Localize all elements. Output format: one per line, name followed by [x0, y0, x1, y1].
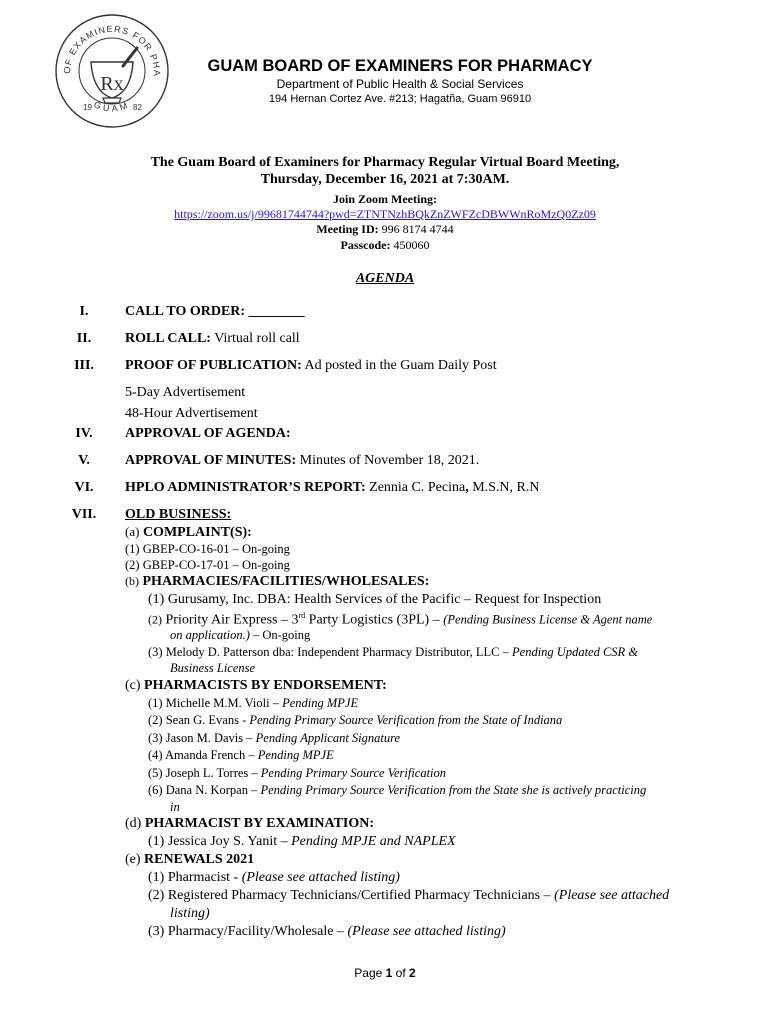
renewals-heading: (e) RENEWALS 2021 — [125, 852, 255, 867]
item-number: II. — [76, 331, 92, 346]
complaint-entry: (1) GBEP-CO-16-01 – On-going — [125, 542, 290, 556]
zoom-link[interactable]: https://zoom.us/j/99681744744?pwd=ZTNTNzhBQkZnZWFZcDBWWnRoMzQ0Zz09 — [174, 207, 596, 221]
complaint-entry: (2) GBEP-CO-17-01 – On-going — [125, 558, 290, 572]
seal-ring-text: OF EXAMINERS FOR PHA — [61, 23, 163, 78]
agenda-heading: AGENDA — [355, 271, 415, 286]
pharmacy-entry: (1) Gurusamy, Inc. DBA: Health Services of the Pacific – Request for Inspection — [148, 592, 602, 607]
endorsement-entry: (5) Joseph L. Torres – Pending Primary Source Verification — [148, 766, 447, 780]
zoom-label: Join Zoom Meeting: — [333, 192, 437, 206]
pharmacy-entry: (3) Melody D. Patterson dba: Independent Pharmacy Distributor, LLC – Pending Updated CSR & — [148, 645, 639, 659]
seal-rx-symbol: Rx — [100, 73, 124, 95]
item-number: VII. — [71, 507, 97, 522]
call-to-order: CALL TO ORDER: ________ — [125, 304, 305, 319]
endorsement-entry: (4) Amanda French – Pending MPJE — [148, 748, 334, 762]
complaints-heading: (a) COMPLAINT(S): — [125, 524, 252, 540]
item-number: III. — [74, 358, 94, 373]
item-number: IV. — [75, 426, 93, 441]
pharmacy-entry-continued: Business License — [170, 661, 256, 675]
pharmacies-heading: (b) PHARMACIES/FACILITIES/WHOLESALES: — [125, 574, 430, 589]
page-number: Page 1 of 2 — [354, 966, 416, 980]
approval-of-agenda: APPROVAL OF AGENDA: — [125, 426, 291, 441]
endorsement-heading: (c) PHARMACISTS BY ENDORSEMENT: — [125, 678, 387, 693]
meeting-title: The Guam Board of Examiners for Pharmacy Regular Virtual Board Meeting, — [150, 155, 620, 170]
meeting-date: Thursday, December 16, 2021 at 7:30AM. — [260, 172, 510, 187]
svg-text:GUAM — [92, 99, 131, 113]
renewal-entry-continued: listing) — [170, 906, 210, 921]
passcode: Passcode: 450060 — [340, 238, 430, 252]
renewal-entry: (1) Pharmacist - (Please see attached listing) — [148, 870, 400, 885]
endorsement-entry: (2) Sean G. Evans - Pending Primary Source Verification from the State of Indiana — [148, 713, 563, 727]
endorsement-entry: (1) Michelle M.M. Violi – Pending MPJE — [148, 696, 359, 710]
seal-bottom-text: GUAM — [92, 99, 132, 114]
examination-heading: (d) PHARMACIST BY EXAMINATION: — [125, 816, 375, 831]
address: 194 Hernan Cortez Ave. #213; Hagatña, Guam 96910 — [268, 93, 532, 105]
examination-entry: (1) Jessica Joy S. Yanit – Pending MPJE and NAPLEX — [148, 834, 456, 849]
endorsement-entry-continued: in — [170, 800, 180, 814]
forty-eight-hour-ad: 48-Hour Advertisement — [125, 406, 258, 421]
pharmacy-entry: (2) Priority Air Express – 3rd Party Logistics (3PL) – (Pending Business License & Agent name — [148, 611, 653, 628]
department-name: Department of Public Health & Social Services — [276, 77, 524, 91]
meeting-id: Meeting ID: 996 8174 4744 — [316, 222, 454, 236]
item-number: I. — [79, 304, 89, 319]
five-day-ad: 5-Day Advertisement — [125, 385, 246, 400]
board-title: GUAM BOARD OF EXAMINERS FOR PHARMACY — [207, 57, 593, 75]
seal-year-left: 19 — [83, 103, 92, 112]
item-number: V. — [78, 453, 90, 468]
endorsement-entry: (6) Dana N. Korpan – Pending Primary Source Verification from the State she is actively practicing — [148, 783, 647, 797]
renewal-entry: (3) Pharmacy/Facility/Wholesale – (Please see attached listing) — [148, 924, 506, 939]
old-business-heading: OLD BUSINESS: — [125, 507, 232, 522]
proof-of-publication: PROOF OF PUBLICATION: Ad posted in the Guam Daily Post — [125, 358, 497, 373]
seal-year-right: 82 — [133, 103, 142, 112]
roll-call: ROLL CALL: Virtual roll call — [125, 331, 300, 346]
administrator-report: HPLO ADMINISTRATOR’S REPORT: Zennia C. Pecina, M.S.N, R.N — [125, 480, 540, 495]
item-number: VI. — [74, 480, 94, 495]
endorsement-entry: (3) Jason M. Davis – Pending Applicant Signature — [148, 731, 401, 745]
approval-of-minutes: APPROVAL OF MINUTES: Minutes of November 18, 2021. — [125, 453, 480, 468]
pharmacy-entry-continued: on application.) – On-going — [170, 628, 311, 642]
renewal-entry: (2) Registered Pharmacy Technicians/Certified Pharmacy Technicians – (Please see attached — [148, 888, 670, 903]
